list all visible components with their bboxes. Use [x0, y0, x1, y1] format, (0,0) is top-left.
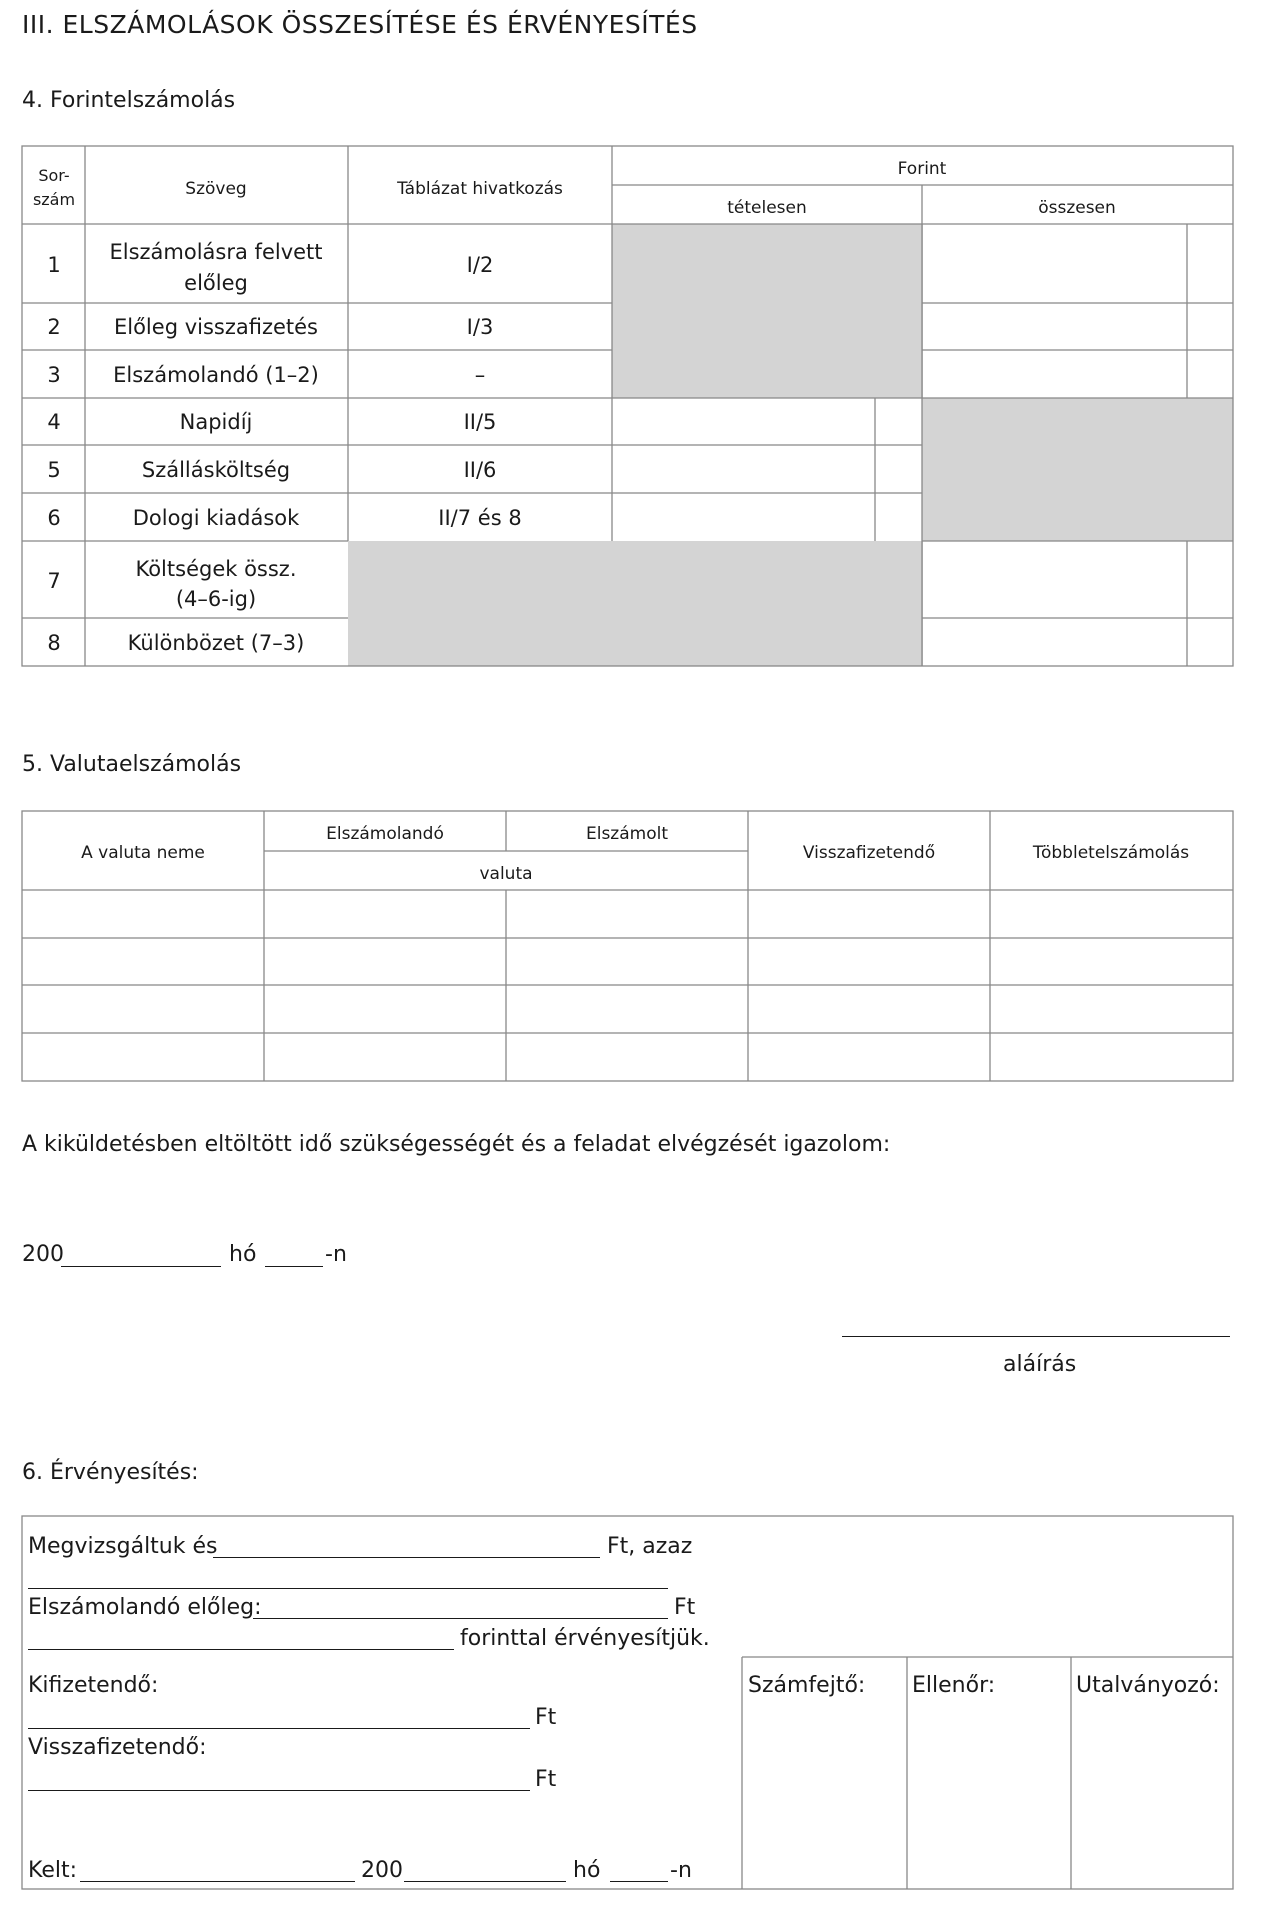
year-field[interactable] — [61, 1266, 221, 1267]
kelt-label: Kelt: — [28, 1858, 78, 1883]
ft-label: Ft — [674, 1595, 696, 1620]
signature-field[interactable] — [842, 1336, 1230, 1337]
kelt-day-suffix: -n — [670, 1858, 692, 1883]
visszafizetendo-label: Visszafizetendő: — [28, 1735, 207, 1760]
day-suffix: -n — [325, 1242, 347, 1267]
elszamolando-eloleg-label: Elszámolandó előleg: — [28, 1595, 262, 1620]
certification-text: A kiküldetésben eltöltött idő szükségességét és a feladat elvégzését igazolom: — [22, 1132, 891, 1157]
header-sorszam-1: Sor- — [38, 166, 70, 185]
row-text: Elszámolandó (1–2) — [113, 363, 319, 387]
header-elszamolando: Elszámolandó — [326, 824, 444, 844]
forinttal-field[interactable] — [28, 1649, 454, 1650]
utalvanyozo-label: Utalványozó: — [1076, 1673, 1220, 1698]
row-ref: II/5 — [463, 410, 497, 434]
row-text: Szállásköltség — [141, 458, 291, 482]
header-valuta-neme: A valuta neme — [81, 843, 205, 863]
shade-tetelesen-1-3 — [612, 224, 923, 398]
kelt-place-field[interactable] — [80, 1881, 355, 1882]
row-text: Dologi kiadások — [132, 506, 300, 530]
ellenor-label: Ellenőr: — [912, 1673, 996, 1698]
row-num: 8 — [47, 631, 61, 655]
header-sorszam-2: szám — [32, 190, 76, 209]
header-szoveg: Szöveg — [185, 179, 247, 199]
row-text-2: előleg — [184, 271, 248, 295]
header-elszamolt: Elszámolt — [585, 824, 669, 844]
header-tobblet: Többletelszámolás — [1032, 843, 1190, 863]
header-visszafizetendo: Visszafizetendő — [802, 843, 936, 863]
row-num: 1 — [47, 253, 61, 277]
day-field[interactable] — [265, 1266, 323, 1267]
section4-title: 4. Forintelszámolás — [22, 88, 236, 113]
row-ref: – — [474, 363, 486, 387]
row-num: 7 — [47, 569, 61, 593]
shade-rows-7-8 — [348, 541, 923, 666]
row-num: 4 — [47, 410, 61, 434]
megvizsgaltuk-label: Megvizsgáltuk és — [28, 1534, 218, 1559]
section5-title: 5. Valutaelszámolás — [22, 752, 242, 777]
row-num: 6 — [47, 506, 61, 530]
amount-field[interactable] — [213, 1557, 600, 1558]
amount-words-field[interactable] — [28, 1588, 668, 1589]
month-word: hó — [229, 1242, 257, 1267]
kelt-year-prefix: 200 — [361, 1858, 403, 1883]
kifizetendo-label: Kifizetendő: — [28, 1673, 159, 1698]
visszafizetendo-field[interactable] — [28, 1790, 530, 1791]
row-text-2: (4–6-ig) — [175, 587, 257, 611]
row-num: 5 — [47, 458, 61, 482]
kelt-year-field[interactable] — [404, 1881, 566, 1882]
header-tetelesen: tételesen — [727, 198, 807, 218]
row-text: Költségek össz. — [135, 557, 297, 581]
section6-title: 6. Érvényesítés: — [22, 1460, 199, 1485]
year-prefix: 200 — [22, 1242, 64, 1267]
row-ref: I/2 — [466, 253, 494, 277]
row-ref: I/3 — [466, 315, 494, 339]
kifizetendo-field[interactable] — [28, 1728, 530, 1729]
row-text: Előleg visszafizetés — [113, 315, 319, 339]
row-text: Napidíj — [179, 410, 253, 434]
row-num: 2 — [47, 315, 61, 339]
eloleg-field[interactable] — [253, 1618, 668, 1619]
szamfejto-label: Számfejtő: — [748, 1673, 866, 1698]
ft-azaz-label: Ft, azaz — [607, 1534, 693, 1559]
visszafizetendo-ft: Ft — [535, 1767, 557, 1792]
kifizetendo-ft: Ft — [535, 1705, 557, 1730]
row-ref: II/6 — [463, 458, 497, 482]
page-title: III. ELSZÁMOLÁSOK ÖSSZESÍTÉSE ÉS ÉRVÉNYESÍTÉS — [22, 10, 698, 39]
kelt-month-word: hó — [573, 1858, 601, 1883]
header-tablazat: Táblázat hivatkozás — [397, 179, 563, 199]
header-osszesen: összesen — [1038, 198, 1116, 218]
row-text: Elszámolásra felvett — [109, 240, 323, 264]
shade-osszesen-4-6 — [922, 398, 1233, 541]
forinttal-label: forinttal érvényesítjük. — [460, 1626, 710, 1651]
signature-label: aláírás — [1003, 1352, 1077, 1377]
row-ref: II/7 és 8 — [438, 506, 522, 530]
header-valuta: valuta — [479, 864, 533, 884]
row-num: 3 — [47, 363, 61, 387]
kelt-day-field[interactable] — [610, 1881, 668, 1882]
row-text: Különbözet (7–3) — [127, 631, 305, 655]
header-forint: Forint — [897, 159, 947, 179]
